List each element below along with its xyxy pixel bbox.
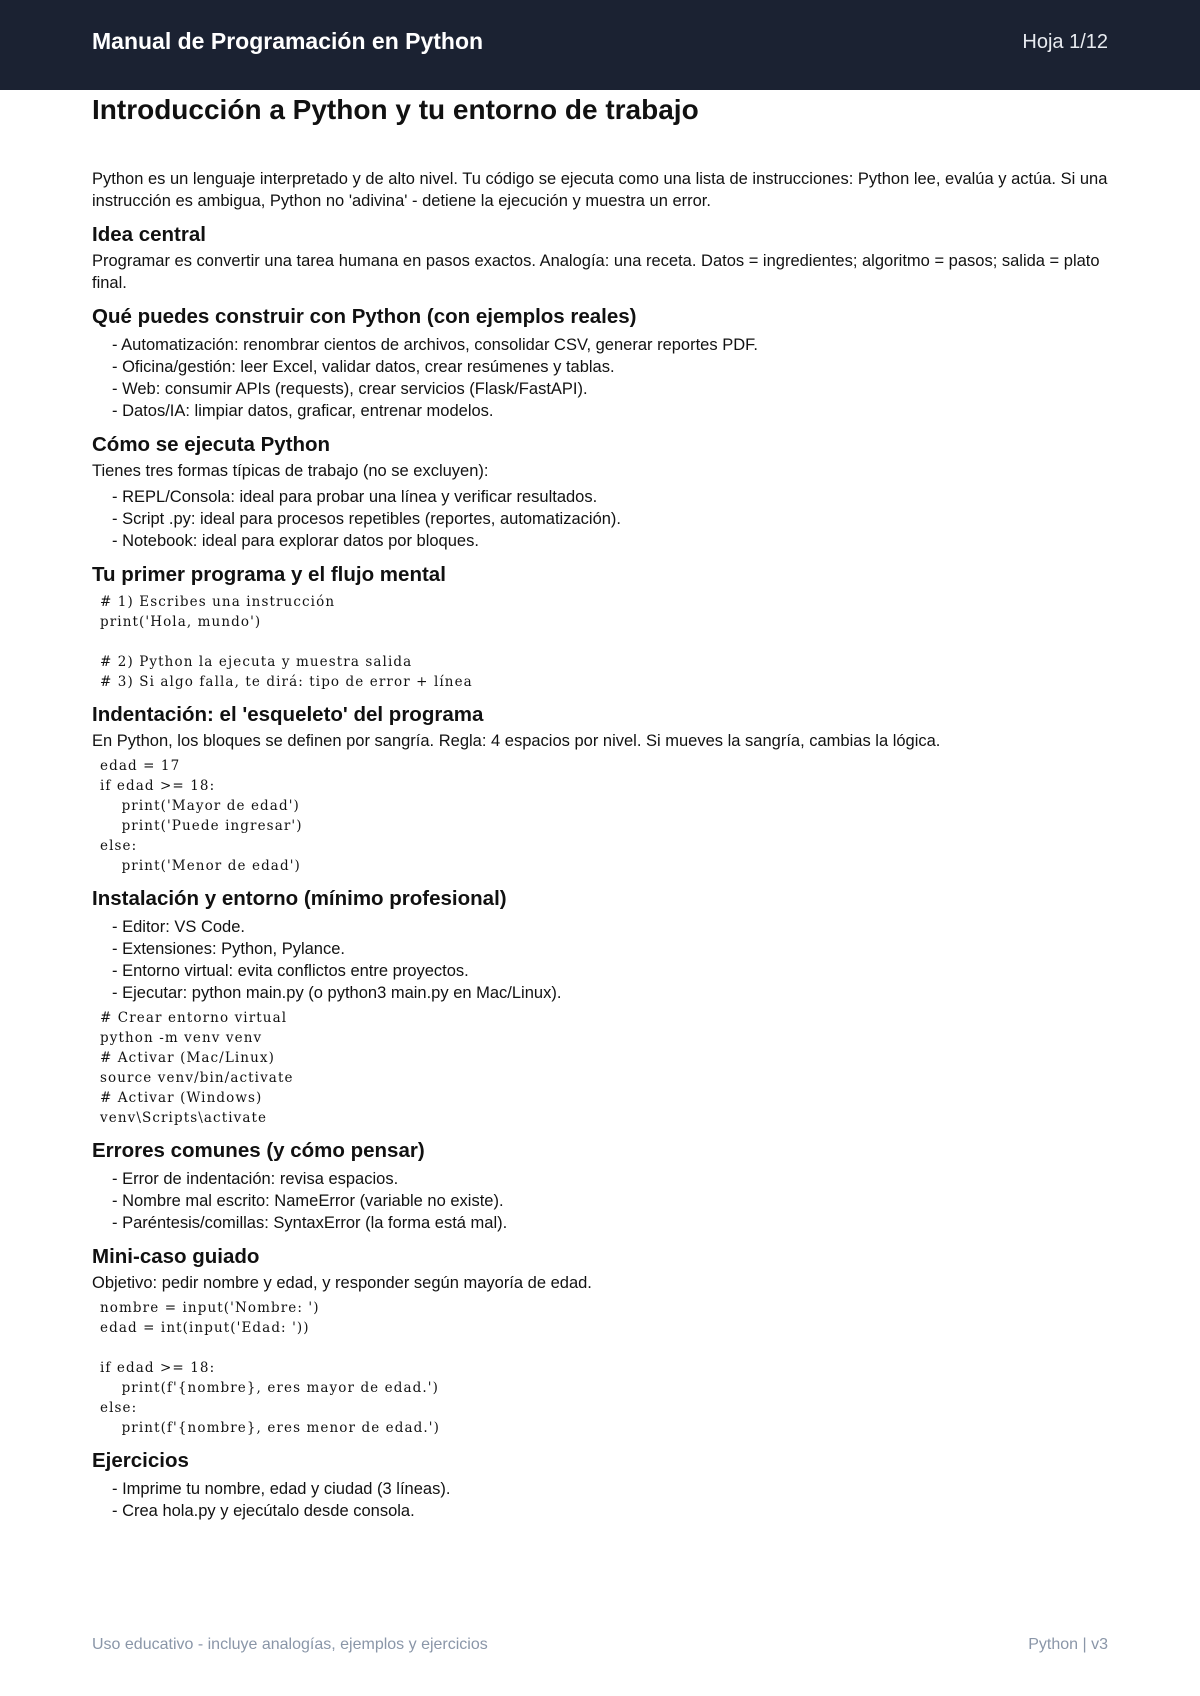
bullet-list [92,1478,1108,1522]
list-item: - Crea hola.py y ejecútalo desde consola. [112,1500,1108,1522]
section-errores-comunes [92,1138,1108,1234]
bullet-list [92,1168,1108,1234]
document-header [0,0,1200,90]
section-como-se-ejecuta [92,432,1108,552]
list-item: - Extensiones: Python, Pylance. [112,938,1108,960]
section-heading: Qué puedes construir con Python (con ejemplos reales) [92,305,637,328]
section-heading: Tu primer programa y el flujo mental [92,563,446,586]
footer-note: Uso educativo - incluye analogías, ejemplos y ejercicios [92,1636,488,1653]
page-content [92,92,1108,1522]
list-item: - Nombre mal escrito: NameError (variable no existe). [112,1190,1108,1212]
intro-paragraph: Python es un lenguaje interpretado y de alto nivel. Tu código se ejecuta como una lista de instrucciones: Python lee, evalúa y actúa. Si una instrucción es ambigua, Python no 'adivina' - detiene la ejecución y muestra un error. [92,170,1108,210]
page-title: Introducción a Python y tu entorno de trabajo [92,94,699,125]
document-footer [92,1636,1108,1654]
list-item: - Notebook: ideal para explorar datos por bloques. [112,530,1108,552]
section-idea-central [92,222,1108,294]
section-text: Tienes tres formas típicas de trabajo (no se excluyen): [92,462,489,480]
list-item: - Entorno virtual: evita conflictos entre proyectos. [112,960,1108,982]
section-heading: Instalación y entorno (mínimo profesional) [92,887,507,910]
code-block: # Crear entorno virtual python -m venv venv # Activar (Mac/Linux) source venv/bin/activate # Activar (Windows) venv\Scripts\activate [100,1010,294,1126]
bullet-list [92,916,1108,1004]
list-item: - Imprime tu nombre, edad y ciudad (3 líneas). [112,1478,1108,1500]
list-item: - Editor: VS Code. [112,916,1108,938]
list-item: - Oficina/gestión: leer Excel, validar datos, crear resúmenes y tablas. [112,356,1108,378]
section-heading: Errores comunes (y cómo pensar) [92,1139,425,1162]
section-heading: Idea central [92,223,206,246]
list-item: - Automatización: renombrar cientos de archivos, consolidar CSV, generar reportes PDF. [112,334,1108,356]
section-heading: Indentación: el 'esqueleto' del programa [92,703,484,726]
code-block: nombre = input('Nombre: ') edad = int(input('Edad: ')) if edad >= 18: print(f'{nombre}, eres mayor de edad.') else: print(f'{nombre}, eres menor de edad.') [100,1300,440,1436]
code-block: edad = 17 if edad >= 18: print('Mayor de edad') print('Puede ingresar') else: print('Menor de edad') [100,758,303,874]
section-indentacion [92,702,1108,876]
section-instalacion [92,886,1108,1128]
section-heading: Mini-caso guiado [92,1245,260,1268]
list-item: - Datos/IA: limpiar datos, graficar, entrenar modelos. [112,400,1108,422]
list-item: - REPL/Consola: ideal para probar una línea y verificar resultados. [112,486,1108,508]
bullet-list [92,486,1108,552]
section-ejercicios [92,1448,1108,1522]
list-item: - Paréntesis/comillas: SyntaxError (la forma está mal). [112,1212,1108,1234]
section-text: Programar es convertir una tarea humana en pasos exactos. Analogía: una receta. Datos = ingredientes; algoritmo = pasos; salida = plato final. [92,252,1100,292]
section-mini-caso [92,1244,1108,1438]
footer-version: Python | v3 [1028,1636,1108,1653]
bullet-list [92,334,1108,422]
section-heading: Ejercicios [92,1449,189,1472]
section-primer-programa [92,562,1108,692]
code-block: # 1) Escribes una instrucción print('Hola, mundo') # 2) Python la ejecuta y muestra salida # 3) Si algo falla, te dirá: tipo de error + línea [100,594,473,690]
list-item: - Error de indentación: revisa espacios. [112,1168,1108,1190]
document-title: Manual de Programación en Python [92,28,484,54]
section-text: En Python, los bloques se definen por sangría. Regla: 4 espacios por nivel. Si mueves la sangría, cambias la lógica. [92,732,941,750]
list-item: - Web: consumir APIs (requests), crear servicios (Flask/FastAPI). [112,378,1108,400]
page-number: Hoja 1/12 [1022,31,1108,53]
list-item: - Ejecutar: python main.py (o python3 main.py en Mac/Linux). [112,982,1108,1004]
list-item: - Script .py: ideal para procesos repetibles (reportes, automatización). [112,508,1108,530]
section-que-construir [92,304,1108,422]
section-heading: Cómo se ejecuta Python [92,433,331,456]
section-text: Objetivo: pedir nombre y edad, y responder según mayoría de edad. [92,1274,592,1292]
